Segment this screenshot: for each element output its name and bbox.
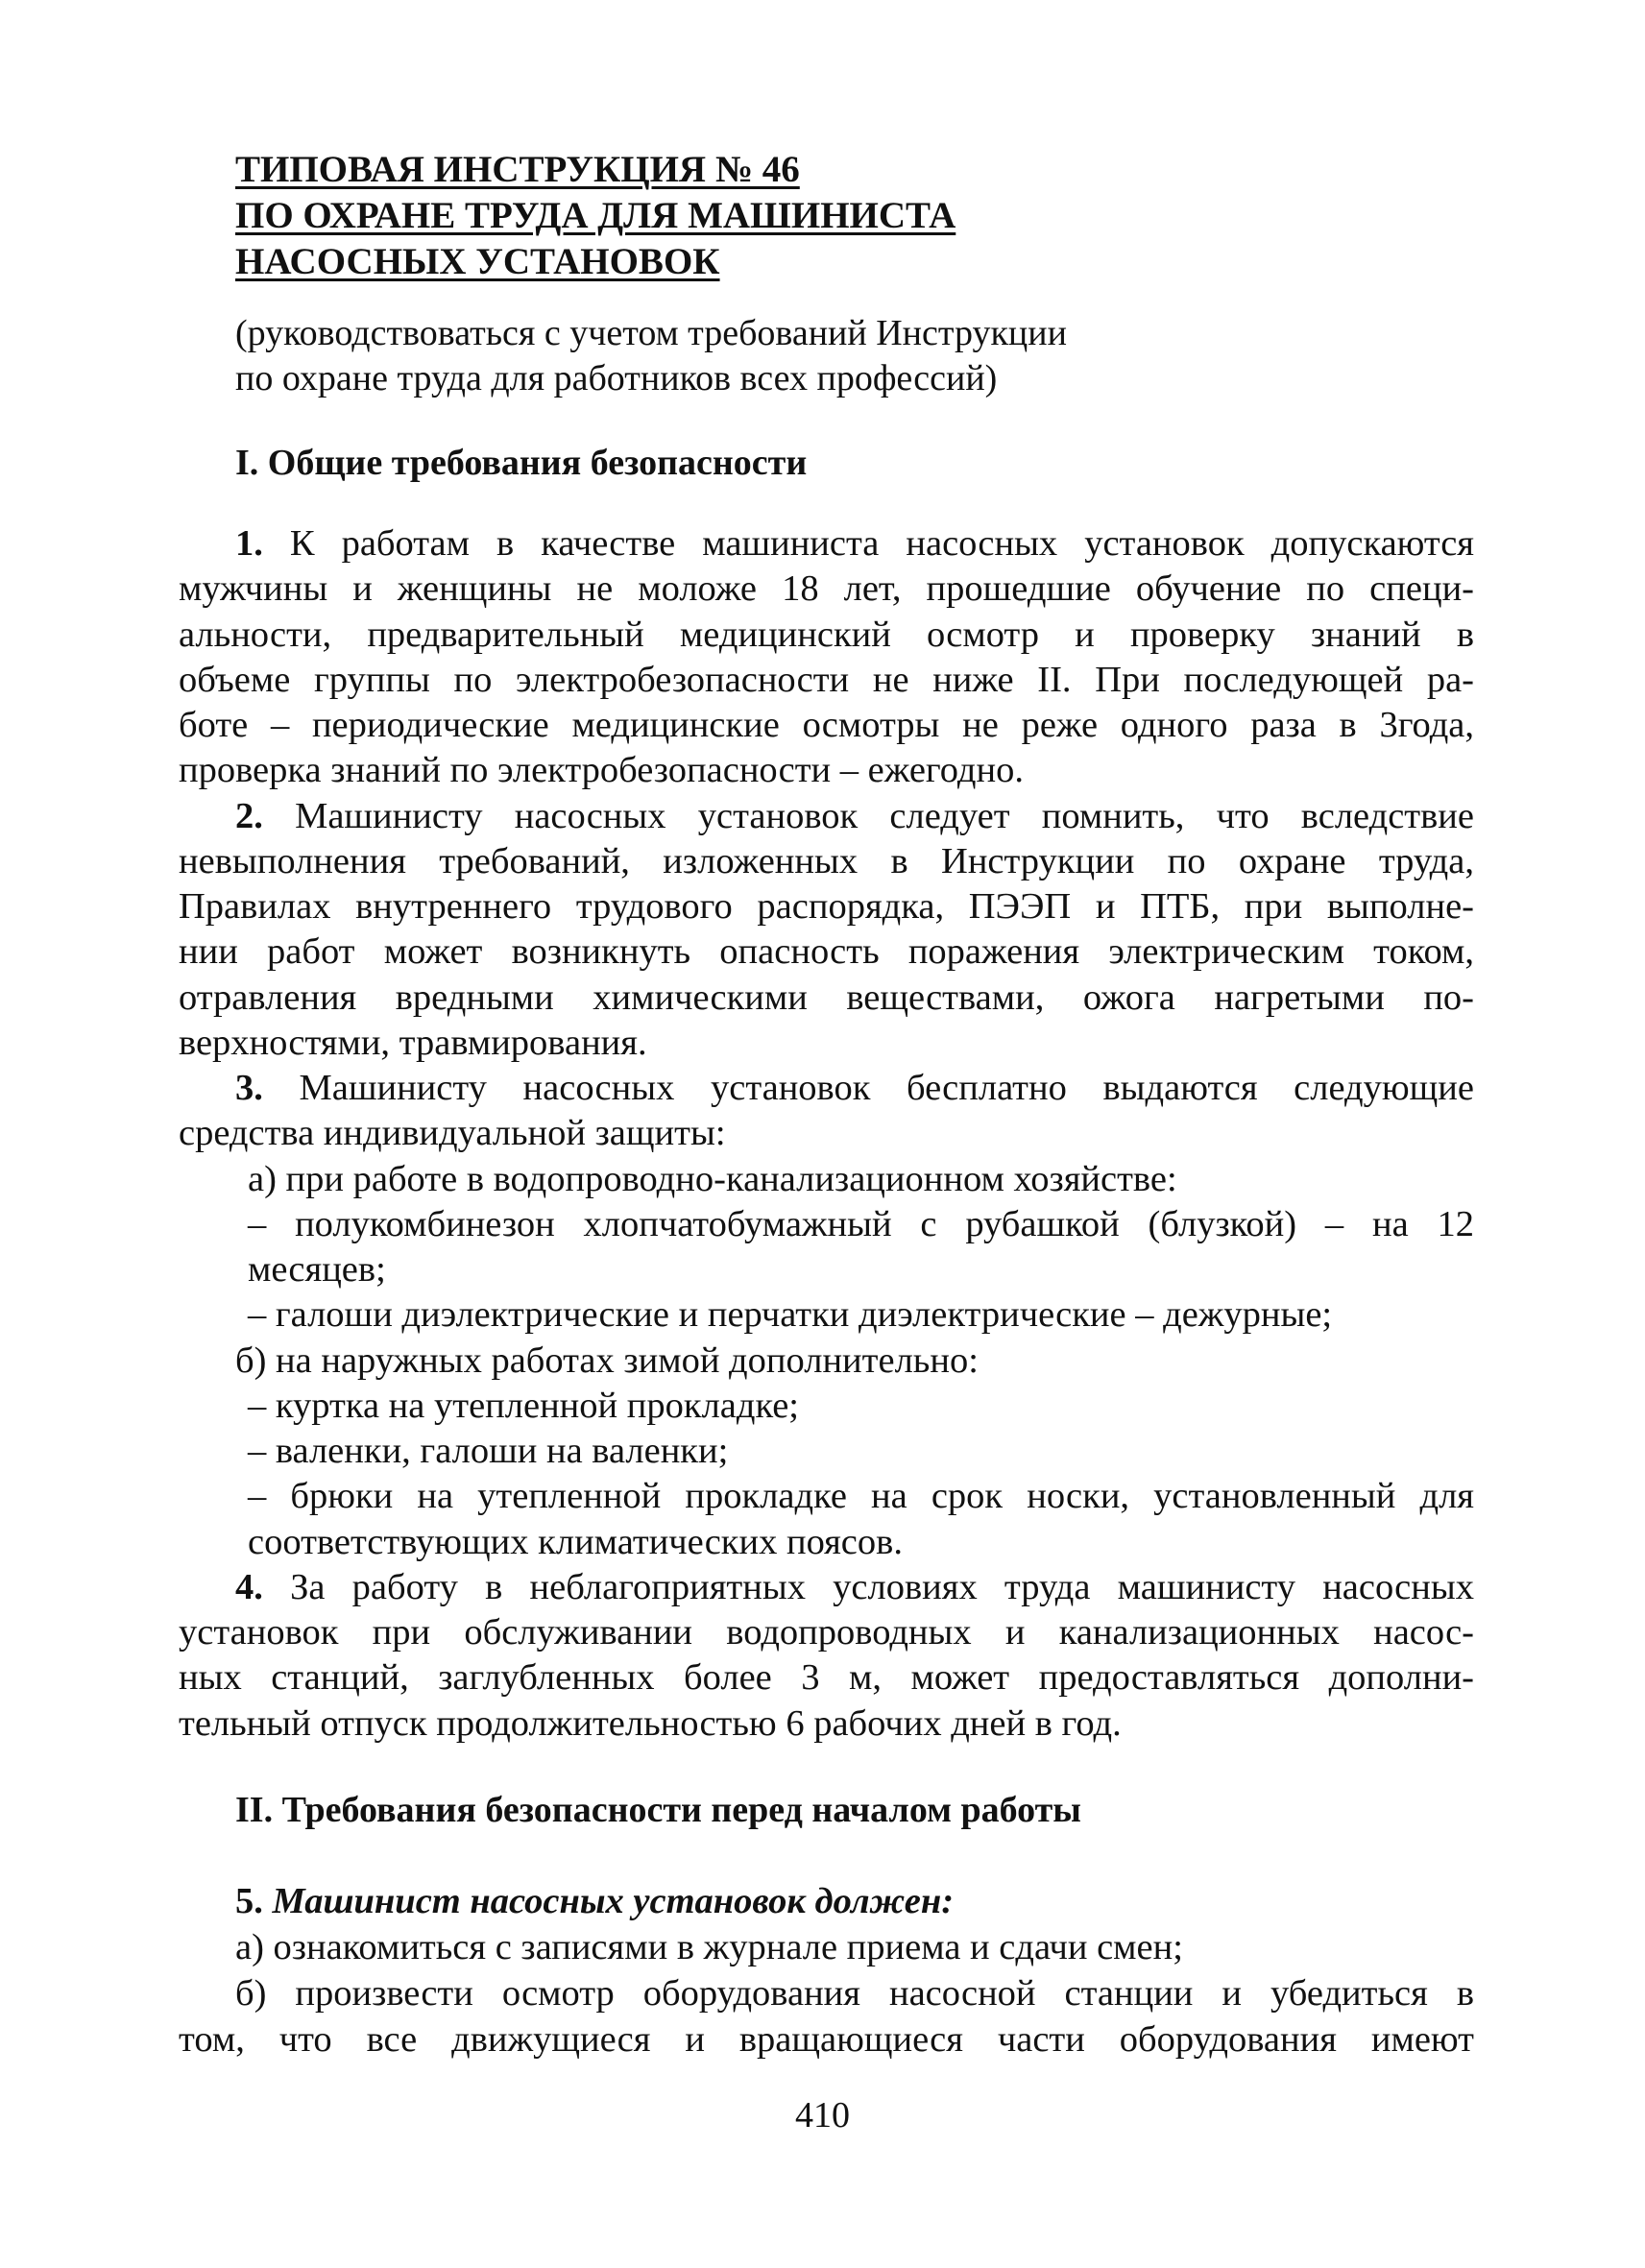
line-text: Машинисту насосных установок следует помнить, что вследствие [262,795,1474,836]
item-number: 2. [235,795,263,836]
text-line [179,929,1474,975]
title-line: ПО ОХРАНЕ ТРУДА ДЛЯ МАШИНИСТА [235,195,956,236]
text-line [179,567,1474,612]
document-subtitle [235,311,1474,401]
document-page [179,147,1474,2063]
text-line [179,658,1474,703]
text-line [179,748,1474,793]
line-text: – брюки на утепленной прокладке на срок носки, установленный для [248,1476,1474,1517]
line-text: За работу в неблагоприятных условиях труда машинисту насосных [262,1566,1474,1607]
text-line [179,1339,1474,1384]
line-text: Машинист насосных установок должен: [262,1880,955,1921]
line-text: б) на наружных работах зимой дополнительно: [235,1339,979,1381]
line-text: невыполнения требований, изложенных в Инструкции по охране труда, [179,840,1474,881]
item-number: 1. [235,523,263,564]
line-text: том, что все движущиеся и вращающиеся части оборудования имеют [179,2018,1474,2060]
text-line [179,1610,1474,1655]
line-text: тельный отпуск продолжительностью 6 рабочих дней в год. [179,1702,1122,1744]
text-line [179,1878,1474,1924]
line-text: Машинисту насосных установок бесплатно выдаются следующие [262,1068,1474,1108]
line-text: ных станций, заглубленных более 3 м, может предоставляться дополни- [179,1657,1474,1699]
line-text: а) ознакомиться с записями в журнале приема и сдачи смен; [235,1926,1183,1967]
line-text: отравления вредными химическими веществами, ожога нагретыми по- [179,977,1474,1018]
line-text: боте – периодические медицинские осмотры не реже одного раза в 3года, [179,705,1474,745]
text-line [179,703,1474,748]
text-line [179,1429,1474,1474]
line-text: Правилах внутреннего трудового распорядка, ПЭЭП и ПТБ, при выполне- [179,886,1474,927]
text-line [179,2016,1474,2063]
text-line [179,1655,1474,1701]
line-text: – полукомбинезон хлопчатобумажный с рубашкой (блузкой) – на 12 [248,1203,1474,1244]
line-text: мужчины и женщины не моложе 18 лет, прошедшие обучение по специ- [179,568,1474,610]
line-text: – куртка на утепленной прокладке; [248,1385,799,1426]
text-line [179,1970,1474,2016]
section-heading-general: I. Общие требования безопасности [235,443,808,483]
text-line [179,1924,1474,1970]
line-text: месяцев; [248,1249,386,1290]
text-line [179,1292,1474,1338]
text-line [179,1701,1474,1747]
line-text: альности, предварительный медицинский осмотр и проверку знаний в [179,614,1474,655]
text-line [179,613,1474,658]
document-title [235,147,1474,285]
line-text: проверка знаний по электробезопасности – ежегодно. [179,750,1024,791]
line-text: соответствующих климатических поясов. [248,1521,903,1562]
section-heading-before-work: II. Требования безопасности перед началом работы [235,1789,1081,1830]
title-line: ТИПОВАЯ ИНСТРУКЦИЯ № 46 [235,149,800,190]
line-text: установок при обслуживании водопроводных и канализационных насос- [179,1612,1474,1653]
text-line [179,1384,1474,1429]
text-line [179,1247,1474,1292]
text-line [179,794,1474,839]
text-line [179,1202,1474,1247]
text-line [179,1565,1474,1610]
section-before-work-body [179,1878,1474,2063]
line-text: а) при работе в водопроводно-канализационном хозяйстве: [248,1158,1177,1199]
line-text: объеме группы по электробезопасности не ниже II. При последующей ра- [179,659,1474,700]
text-line [179,521,1474,567]
text-line [179,1066,1474,1111]
line-text: К работам в качестве машиниста насосных установок допускаются [262,523,1474,564]
line-text: верхностями, травмирования. [179,1022,647,1063]
line-text: – галоши диэлектрические и перчатки диэлектрические – дежурные; [248,1294,1333,1336]
text-line [179,1021,1474,1066]
line-text: – валенки, галоши на валенки; [248,1431,729,1471]
text-line [179,1157,1474,1202]
text-line [179,1474,1474,1519]
text-line [179,839,1474,884]
text-line [179,1111,1474,1156]
page-number: 410 [795,2095,850,2135]
line-text: средства индивидуальной защиты: [179,1113,726,1154]
subtitle-line: по охране труда для работников всех профессий) [235,358,998,398]
item-number: 5. [235,1880,263,1921]
subtitle-line: (руководствоваться с учетом требований Инструкции [235,313,1067,353]
title-line: НАСОСНЫХ УСТАНОВОК [235,241,720,282]
section-general-body [179,521,1474,1747]
item-number: 3. [235,1068,263,1108]
item-number: 4. [235,1566,263,1607]
text-line [179,976,1474,1021]
line-text: нии работ может возникнуть опасность поражения электрическим током, [179,931,1474,973]
line-text: б) произвести осмотр оборудования насосной станции и убедиться в [235,1972,1474,2014]
text-line [179,1520,1474,1565]
text-line [179,884,1474,929]
